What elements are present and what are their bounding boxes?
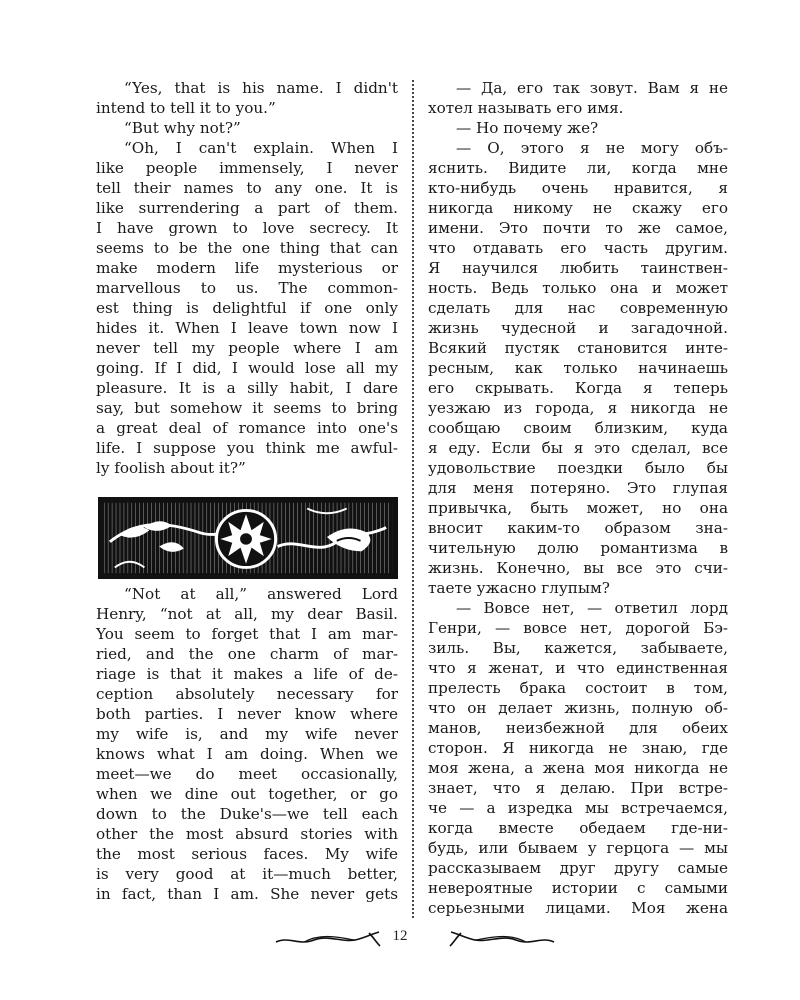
text-line: — Да, его так зовут. Вам я не xyxy=(456,79,728,97)
text-line: knows what I am doing. When we xyxy=(96,745,398,763)
text-line: going. If I did, I would lose all my xyxy=(96,359,398,377)
text-line: знает, что я делаю. При встре- xyxy=(428,779,728,797)
text-line: — Вовсе нет, — ответил лорд xyxy=(456,599,728,617)
text-line: что он делает жизнь, полную об- xyxy=(428,699,728,717)
text-line: что я женат, и что единственная xyxy=(428,659,728,677)
text-line: a great deal of romance into one's xyxy=(96,419,398,437)
column-divider-dotted xyxy=(412,80,414,918)
text-line: like people immensely, I never xyxy=(96,159,398,177)
text-line: Всякий пустяк становится инте- xyxy=(428,339,728,357)
text-line: я еду. Если бы я это сделал, все xyxy=(428,439,728,457)
text-line: “Yes, that is his name. I didn't xyxy=(124,79,398,97)
text-line: для меня потеряно. Это глупая xyxy=(428,479,728,497)
text-line: вносит каким-то образом зна- xyxy=(428,519,728,537)
text-line: серьезными лицами. Моя жена xyxy=(428,899,728,917)
text-line: my wife is, and my wife never xyxy=(96,725,398,743)
text-line: моя жена, а жена моя никогда не xyxy=(428,759,728,777)
text-line: когда вместе обедаем где-ни- xyxy=(428,819,728,837)
text-line: его скрывать. Когда я теперь xyxy=(428,379,728,397)
russian-text xyxy=(428,78,728,918)
text-line: жизнь. Конечно, вы все это счи- xyxy=(428,559,728,577)
russian-column xyxy=(428,78,728,918)
page-footer xyxy=(0,926,800,950)
text-line: ность. Ведь только она и может xyxy=(428,279,728,297)
text-line: — О, этого я не могу объ- xyxy=(456,139,728,157)
ornament-floral-woodcut-icon xyxy=(98,497,398,579)
text-line: чительную долю романтизма в xyxy=(428,539,728,557)
text-line: seems to be the one thing that can xyxy=(96,239,398,257)
text-line: est thing is delightful if one only xyxy=(96,299,398,317)
text-line: pleasure. It is a silly habit, I dare xyxy=(96,379,398,397)
text-line: say, but somehow it seems to bring xyxy=(96,399,398,417)
text-line: сделать для нас современную xyxy=(428,299,728,317)
text-line: meet—we do meet occasionally, xyxy=(96,765,398,783)
english-text-after-ornament xyxy=(96,584,398,904)
text-line: имени. Это почти то же самое, xyxy=(428,219,728,237)
text-line: “Not at all,” answered Lord xyxy=(124,585,398,603)
text-line: привычка, быть может, но она xyxy=(428,499,728,517)
text-line: “Oh, I can't explain. When I xyxy=(124,139,398,157)
text-line: when we dine out together, or go xyxy=(96,785,398,803)
text-line: in fact, than I am. She never gets xyxy=(96,885,398,903)
text-line: манов, неизбежной для обеих xyxy=(428,719,728,737)
flourish-right-icon xyxy=(446,930,556,948)
text-line: уезжаю из города, я никогда не xyxy=(428,399,728,417)
english-text-before-ornament xyxy=(96,78,398,478)
text-line: жизнь чудесной и загадочной. xyxy=(428,319,728,337)
text-line: I have grown to love secrecy. It xyxy=(96,219,398,237)
text-line: never tell my people where I am xyxy=(96,339,398,357)
text-line: сторон. Я никогда не знаю, где xyxy=(428,739,728,757)
text-line: “But why not?” xyxy=(124,119,241,137)
text-line: both parties. I never know where xyxy=(96,705,398,723)
text-line: таете ужасно глупым? xyxy=(428,579,610,597)
text-line: че — а изредка мы встречаемся, xyxy=(428,799,728,817)
text-line: удовольствие поездки было бы xyxy=(428,459,728,477)
text-line: marvellous to us. The common- xyxy=(96,279,398,297)
text-line: что отдавать его часть другим. xyxy=(428,239,728,257)
text-line: is very good at it—much better, xyxy=(96,865,398,883)
text-line: You seem to forget that I am mar- xyxy=(96,625,398,643)
text-line: down to the Duke's—we tell each xyxy=(96,805,398,823)
text-line: никогда никому не скажу его xyxy=(428,199,728,217)
text-line: будь, или бываем у герцога — мы xyxy=(428,839,728,857)
text-line: зиль. Вы, кажется, забываете, xyxy=(428,639,728,657)
text-line: Генри, — вовсе нет, дорогой Бэ- xyxy=(428,619,728,637)
text-line: — Но почему же? xyxy=(456,119,599,137)
text-line: прелесть брака состоит в том, xyxy=(428,679,728,697)
text-line: хотел называть его имя. xyxy=(428,99,624,117)
text-line: life. I suppose you think me awful- xyxy=(96,439,398,457)
text-line: сообщаю своим близким, куда xyxy=(428,419,728,437)
text-line: яснить. Видите ли, когда мне xyxy=(428,159,728,177)
text-line: tell their names to any one. It is xyxy=(96,179,398,197)
text-line: the most serious faces. My wife xyxy=(96,845,398,863)
text-line: ception absolutely necessary for xyxy=(96,685,398,703)
english-column xyxy=(96,78,398,904)
text-line: ресным, как только начинаешь xyxy=(428,359,728,377)
text-line: ried, and the one charm of mar- xyxy=(96,645,398,663)
text-line: like surrendering a part of them. xyxy=(96,199,398,217)
text-line: riage is that it makes a life of de- xyxy=(96,665,398,683)
text-line: кто-нибудь очень нравится, я xyxy=(428,179,728,197)
text-line: Henry, “not at all, my dear Basil. xyxy=(96,605,398,623)
text-line: intend to tell it to you.” xyxy=(96,99,276,117)
text-line: невероятные истории с самыми xyxy=(428,879,728,897)
text-line: other the most absurd stories with xyxy=(96,825,398,843)
text-line: ly foolish about it?” xyxy=(96,459,246,477)
page-number: 12 xyxy=(392,928,408,944)
text-line: hides it. When I leave town now I xyxy=(96,319,398,337)
text-line: Я научился любить таинствен- xyxy=(428,259,728,277)
text-line: рассказываем друг другу самые xyxy=(428,859,728,877)
text-line: make modern life mysterious or xyxy=(96,259,398,277)
